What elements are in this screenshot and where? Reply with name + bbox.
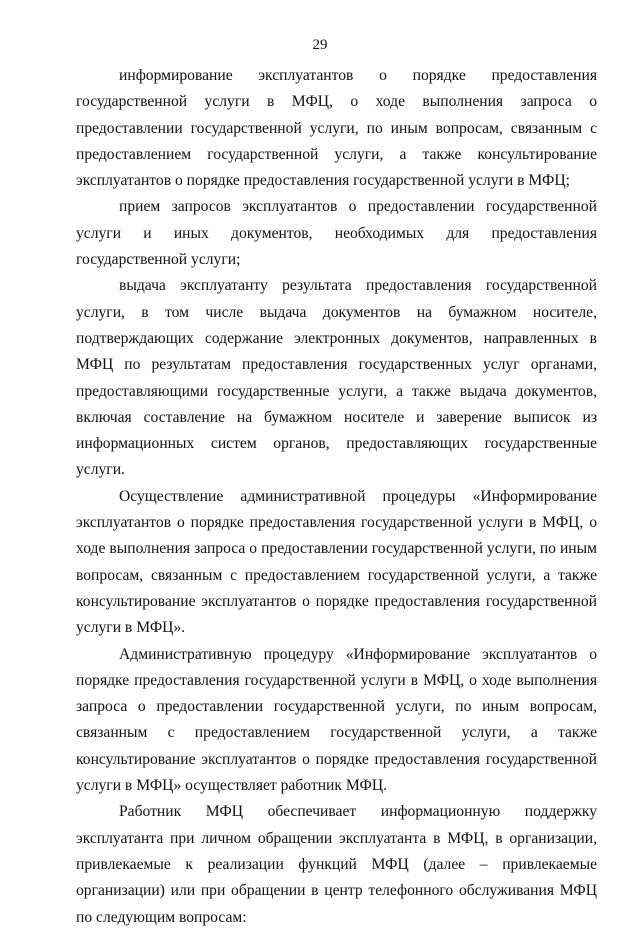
paragraph-procedure-implementation: Осуществление административной процедуры «Информирование эксплуатантов о порядке предоставления государственной услуги в МФЦ, о ходе выполнения запроса о предоставлении государственной услуги, по иным вопросам, связанным с предоставлением государственной услуги, а также консультирование эксплуатантов о порядке предоставления государственной услуги в МФЦ».	[76, 487, 597, 637]
page-number: 29	[312, 37, 328, 53]
paragraph-information-support: Работник МФЦ обеспечивает информационную поддержку эксплуатанта при личном обращении эксплуатанта в МФЦ, в организации, привлекаемые к реализации функций МФЦ (далее – привлекаемые организации) или при обращении в центр телефонного обслуживания МФЦ по следующим вопросам:	[76, 803, 597, 926]
paragraph-procedure-performer: Административную процедуру «Информирование эксплуатантов о порядке предоставления государственной услуги в МФЦ, о ходе выполнения запроса о предоставлении государственной услуги, по иным вопросам, связанным с предоставлением государственной услуги, а также консультирование эксплуатантов о порядке предоставления государственной услуги в МФЦ» осуществляет работник МФЦ.	[76, 645, 597, 795]
paragraph-reception: прием запросов эксплуатантов о предоставлении государственной услуги и иных документов, необходимых для предоставления государственной услуги;	[76, 198, 597, 269]
paragraph-informing: информирование эксплуатантов о порядке предоставления государственной услуги в МФЦ, о ходе выполнения запроса о предоставлении государственной услуги, по иным вопросам, связанным с предоставлением государственной услуги, а также консультирование эксплуатантов о порядке предоставления государственной услуги в МФЦ;	[76, 67, 597, 190]
document-body	[76, 63, 597, 931]
paragraph-issuance: выдача эксплуатанту результата предоставления государственной услуги, в том числе выдача документов на бумажном носителе, подтверждающих содержание электронных документов, направленных в МФЦ по результатам предоставления государственных услуг органами, предоставляющими государственные услуги, а также выдача документов, включая составление на бумажном носителе и заверение выписок из информационных систем органов, предоставляющих государственные услуги.	[76, 277, 597, 479]
